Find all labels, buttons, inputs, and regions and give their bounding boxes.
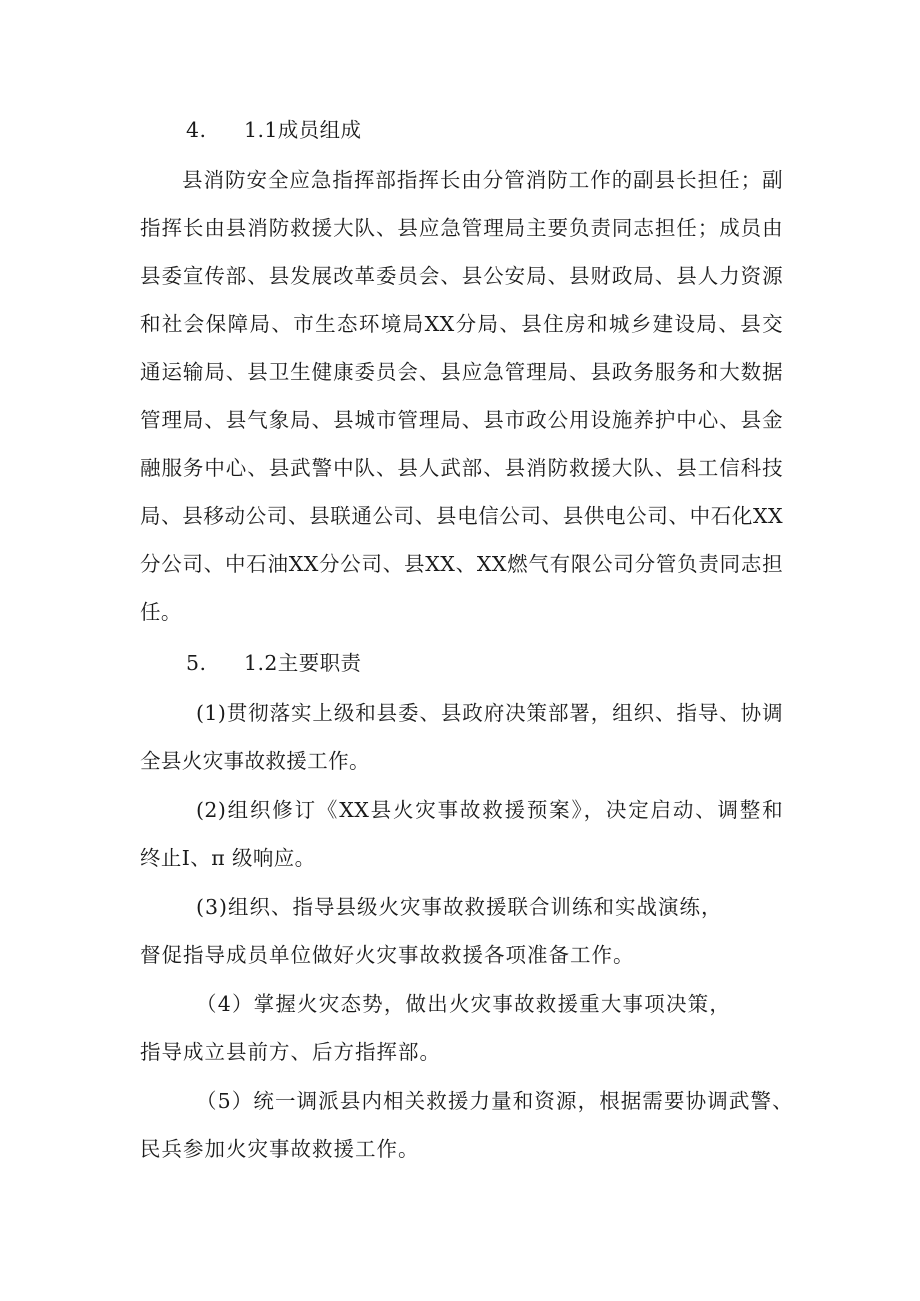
list-item-line: (3)组织、指导县级火灾事故救援联合训练和实战演练，: [196, 895, 723, 919]
list-item-line: 指导成立县前方、后方指挥部。: [140, 1040, 441, 1064]
paragraph-line: 指挥长由县消防救援大队、县应急管理局主要负责同志担任；成员由: [140, 216, 783, 240]
paragraph-line: 通运输局、县卫生健康委员会、县应急管理局、县政务服务和大数据: [140, 360, 783, 384]
list-item-line: (1)贯彻落实上级和县委、县政府决策部署，组织、指导、协调: [196, 701, 783, 725]
paragraph-line: 县委宣传部、县发展改革委员会、县公安局、县财政局、县人力资源: [140, 264, 783, 288]
paragraph-line: 和社会保障局、市生态环境局XX分局、县住房和城乡建设局、县交: [140, 312, 783, 336]
heading-number: 5.: [186, 651, 207, 675]
paragraph-line: 局、县移动公司、县联通公司、县电信公司、县供电公司、中石化XX: [140, 504, 783, 528]
paragraph-line: 分公司、中石油XX分公司、县XX、XX燃气有限公司分管负责同志担: [140, 552, 783, 576]
list-item-line: 督促指导成员单位做好火灾事故救援各项准备工作。: [140, 943, 635, 967]
section-heading-1-1: [186, 117, 361, 143]
paragraph-line: 任。: [140, 600, 182, 624]
list-item-line: （5）统一调派县内相关救援力量和资源，根据需要协调武警、: [196, 1089, 793, 1113]
heading-number: 4.: [186, 118, 207, 142]
list-item-line: 全县火灾事故救援工作。: [140, 749, 370, 773]
list-item-line: (2)组织修订《XX县火灾事故救援预案》，决定启动、调整和: [196, 798, 783, 822]
heading-title: 1.2主要职责: [244, 651, 362, 675]
list-item-line: 民兵参加火灾事故救援工作。: [140, 1137, 420, 1161]
list-item-line: （4）掌握火灾态势，做出火灾事故救援重大事项决策，: [196, 992, 732, 1016]
paragraph-line: 融服务中心、县武警中队、县人武部、县消防救援大队、县工信科技: [140, 456, 783, 480]
heading-title: 1.1成员组成: [244, 118, 362, 142]
paragraph-line: 县消防安全应急指挥部指挥长由分管消防工作的副县长担任；副: [182, 168, 783, 192]
section-heading-1-2: [186, 650, 361, 676]
list-item-line: 终止I、π 级响应。: [140, 846, 316, 870]
paragraph-line: 管理局、县气象局、县城市管理局、县市政公用设施养护中心、县金: [140, 408, 783, 432]
